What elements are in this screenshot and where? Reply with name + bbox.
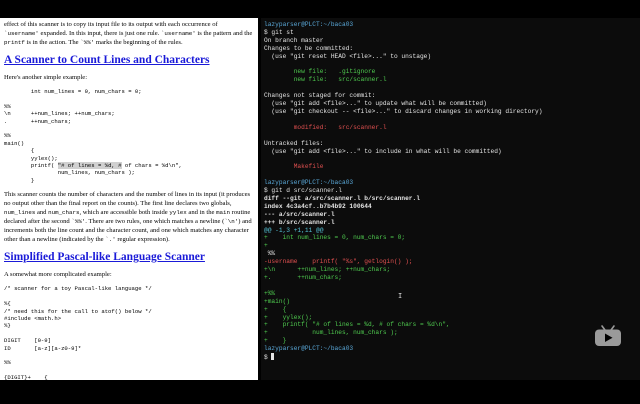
intro-text-2: expanded. In this input, there is just one rule. xyxy=(38,30,161,37)
intro-paragraph xyxy=(4,20,254,47)
terminal-text: modified: src/scanner.l xyxy=(264,123,387,131)
terminal-line xyxy=(264,92,640,100)
terminal-text: $ git d src/scanner.l xyxy=(264,187,342,195)
inline-code: num_chars xyxy=(48,209,80,217)
terminal-line xyxy=(264,163,640,171)
mouse-ibeam-cursor: I xyxy=(398,293,403,301)
terminal-line xyxy=(264,211,640,219)
terminal-line xyxy=(264,329,640,337)
terminal-line xyxy=(264,227,640,235)
documentation-pane xyxy=(0,18,258,404)
example1-intro: Here's another simple example: xyxy=(4,74,88,81)
terminal-text: (use "git reset HEAD <file>..." to unstage) xyxy=(264,52,432,60)
heading-pascal-scanner-link[interactable]: Simplified Pascal-like Language Scanner xyxy=(4,251,205,264)
terminal-text: On branch master xyxy=(264,36,324,44)
terminal-text: + int num_lines = 0, num_chars = 0; xyxy=(264,234,406,242)
terminal-pane[interactable] xyxy=(261,18,640,380)
intro-code-4: `%%' xyxy=(80,39,95,46)
code-block-count-lines xyxy=(4,88,254,184)
terminal-line xyxy=(264,45,640,53)
terminal-text: Makefile xyxy=(264,163,324,171)
paragraph-text: , which are accessible both inside xyxy=(79,209,170,217)
terminal-text: +%% xyxy=(264,289,276,297)
heading-count-lines-link[interactable]: A Scanner to Count Lines and Characters xyxy=(4,54,210,66)
terminal-text: + yylex(); xyxy=(264,313,313,321)
paragraph-text: This scanner counts the number of characters and the number of lines in its input (it produces no output other than the final report on the counts). The first line declares two globals, xyxy=(4,191,251,208)
terminal-line xyxy=(264,155,640,163)
terminal-text: + } xyxy=(264,337,287,345)
terminal-text: new file: src/scanner.l xyxy=(264,76,387,84)
terminal-line xyxy=(264,140,640,148)
terminal-text: + xyxy=(264,242,268,250)
code1-part-a: int num_lines = 0, num_chars = 0; %% \n ++num_lines; ++num_chars; . ++num_chars; %% main() { yylex(); printf( xyxy=(4,88,142,170)
terminal-line xyxy=(264,21,640,29)
terminal-text: (use "git add <file>..." to include in what will be committed) xyxy=(264,147,502,155)
terminal-line xyxy=(264,37,640,45)
paragraph-text: ) and increments both the line count and the character count, and one which matches any character other than a newline (indicated by the xyxy=(4,218,252,244)
code1-selection: "# of lines = %d, # xyxy=(57,162,122,170)
code1-part-b: of chars = %d\n", num_lines, num_chars ); } xyxy=(30,162,182,184)
inline-code: `\n' xyxy=(224,218,239,226)
terminal-line xyxy=(264,250,640,258)
paragraph-text: and in the xyxy=(186,209,217,217)
terminal-line xyxy=(264,132,640,140)
code-block-pascal: /* scanner for a toy Pascal-like language */ %{ /* need this for the call to atof() below */ #include <math.h> %} DIGIT [0-9] ID [a-z][a-z0-9]* %% {DIGIT}+ { printf( "An integer: %s (%d)\n", yytext, atoi( yytext ) ); } xyxy=(4,285,179,404)
terminal-text: + { xyxy=(264,305,287,313)
terminal-text: new file: .gitignore xyxy=(264,68,376,76)
paragraph-text: routine declared after the second xyxy=(4,209,251,226)
terminal-line xyxy=(264,187,640,195)
inline-code: main xyxy=(216,209,230,217)
terminal-text: Changes not staged for commit: xyxy=(264,92,376,100)
terminal-line xyxy=(264,337,640,345)
terminal-line xyxy=(264,100,640,108)
terminal-line xyxy=(264,234,640,242)
terminal-line xyxy=(264,171,640,179)
inline-code: `.' xyxy=(105,236,116,244)
terminal-line xyxy=(264,76,640,84)
terminal-line xyxy=(264,84,640,92)
terminal-text: +\n ++num_lines; ++num_chars; xyxy=(264,266,391,274)
explanation-paragraph xyxy=(4,190,254,244)
paragraph-text: regular expression). xyxy=(115,236,170,244)
terminal-text: diff --git a/src/scanner.l b/src/scanner.l xyxy=(264,194,420,202)
inline-code: yylex xyxy=(169,209,187,217)
terminal-text: -username printf( "%s", getlogin() ); xyxy=(264,258,413,266)
inline-code: num_lines xyxy=(4,209,36,217)
terminal-line xyxy=(264,298,640,306)
terminal-line xyxy=(264,53,640,61)
intro-code-1: `username' xyxy=(4,30,39,37)
terminal-line xyxy=(264,242,640,250)
terminal-line xyxy=(264,258,640,266)
terminal-text: + num_lines, num_chars ); xyxy=(264,329,398,337)
terminal-line xyxy=(264,306,640,314)
example2-intro: A somewhat more complicated example: xyxy=(4,271,112,279)
terminal-text: Untracked files: xyxy=(264,139,324,147)
terminal-text: +main() xyxy=(264,297,290,305)
terminal-line xyxy=(264,124,640,132)
terminal-text: @@ -1,3 +1,11 @@ xyxy=(264,226,324,234)
terminal-text: +. ++num_chars; xyxy=(264,274,342,281)
terminal-line xyxy=(264,314,640,322)
terminal-text: $ git st xyxy=(264,28,294,36)
terminal-line xyxy=(264,61,640,69)
terminal-line xyxy=(264,321,640,329)
terminal-text: %% xyxy=(264,250,276,258)
intro-text-4: is in the action. The xyxy=(24,39,81,46)
terminal-line xyxy=(264,203,640,211)
terminal-cursor xyxy=(271,353,274,360)
terminal-text: --- a/src/scanner.l xyxy=(264,210,335,218)
terminal-line xyxy=(264,148,640,156)
terminal-line xyxy=(264,29,640,37)
terminal-line xyxy=(264,353,640,362)
terminal-text: $ xyxy=(264,354,272,362)
terminal-output xyxy=(261,18,640,362)
terminal-text: lazyparser@PLCT:~/baca03 xyxy=(264,179,354,187)
terminal-text: (use "git checkout -- <file>..." to discard changes in working directory) xyxy=(264,107,543,115)
terminal-text: + printf( "# of lines = %d, # of chars = %d\n", xyxy=(264,321,450,329)
intro-code-3: printf xyxy=(4,39,25,46)
bilibili-tv-icon xyxy=(594,325,622,347)
paragraph-text: . There are two rules, one which matches a newline ( xyxy=(85,218,225,226)
terminal-text: +++ b/src/scanner.l xyxy=(264,218,335,226)
terminal-text: Changes to be committed: xyxy=(264,44,354,52)
intro-code-2: `username' xyxy=(160,30,196,37)
terminal-line xyxy=(264,219,640,227)
terminal-line xyxy=(264,345,640,353)
terminal-line xyxy=(264,68,640,76)
terminal-line xyxy=(264,274,640,282)
terminal-line xyxy=(264,290,640,298)
intro-text-5: marks the beginning of the rules. xyxy=(94,39,183,46)
terminal-line xyxy=(264,179,640,187)
terminal-text: (use "git add <file>..." to update what will be committed) xyxy=(264,100,487,108)
intro-text-3: is the pattern and the xyxy=(195,30,253,37)
intro-text-1: effect of this scanner is to copy its input file to its output with each occurrence of xyxy=(4,21,218,28)
inline-code: `%%' xyxy=(71,218,86,226)
terminal-line xyxy=(264,266,640,274)
terminal-text: index 4c3a4cf..b7b4b92 100644 xyxy=(264,202,372,210)
terminal-text: lazyparser@PLCT:~/baca03 xyxy=(264,345,354,353)
terminal-text: lazyparser@PLCT:~/baca03 xyxy=(264,21,354,28)
terminal-line xyxy=(264,108,640,116)
terminal-line xyxy=(264,282,640,290)
terminal-line xyxy=(264,195,640,203)
paragraph-text: and xyxy=(35,209,49,217)
terminal-line xyxy=(264,116,640,124)
